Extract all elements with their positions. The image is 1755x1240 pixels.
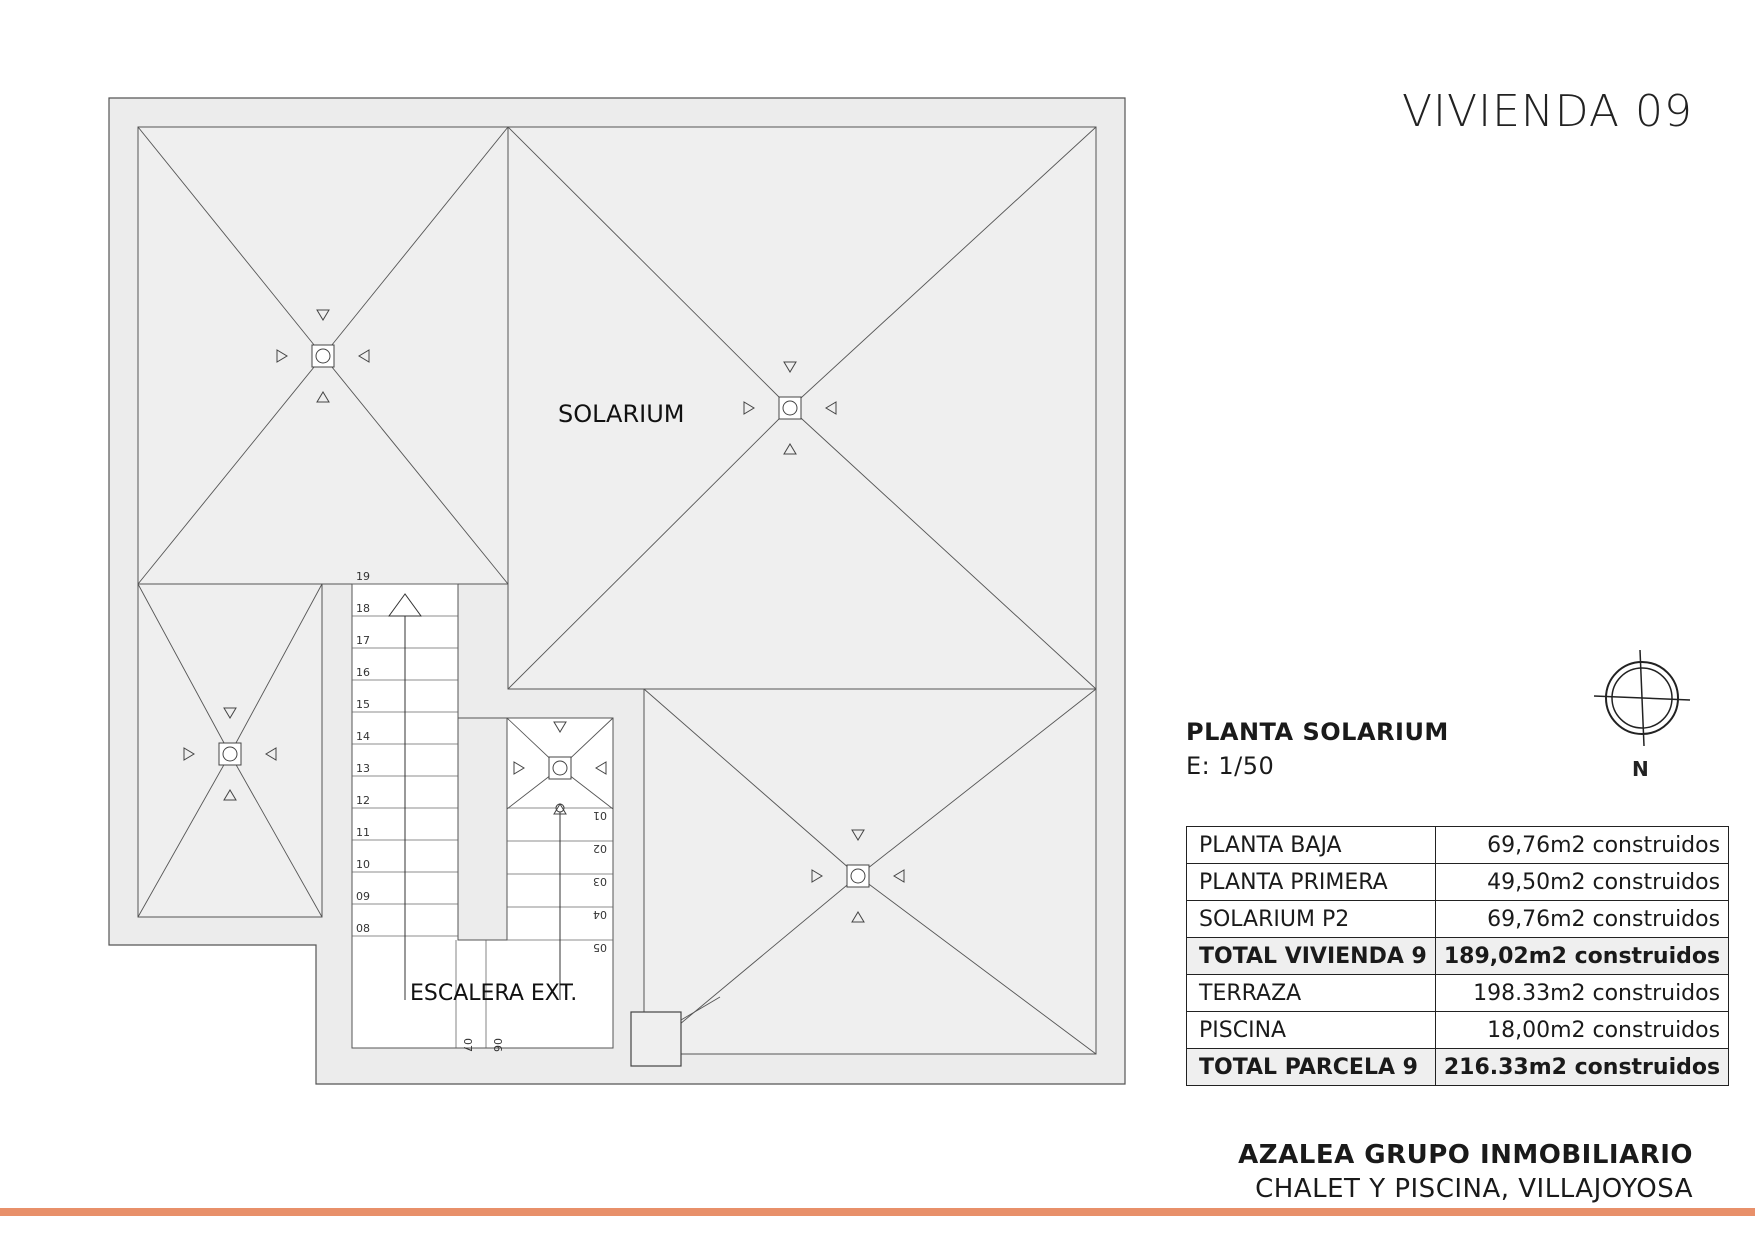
area-label: PLANTA BAJA xyxy=(1187,827,1436,864)
step-number: 08 xyxy=(356,922,370,935)
project-name: CHALET Y PISCINA, VILLAJOYOSA xyxy=(1255,1174,1693,1204)
footer-accent-bar xyxy=(0,1208,1755,1216)
step-number: 17 xyxy=(356,634,370,647)
step-number: 01 xyxy=(593,809,607,822)
area-value: 18,00m2 construidos xyxy=(1435,1012,1728,1049)
area-row xyxy=(1187,938,1729,975)
north-arrow-icon xyxy=(1580,640,1700,780)
area-label: PLANTA PRIMERA xyxy=(1187,864,1436,901)
step-number: 04 xyxy=(593,908,607,921)
area-label: TOTAL PARCELA 9 xyxy=(1187,1049,1436,1086)
step-number: 13 xyxy=(356,762,370,775)
step-number: 05 xyxy=(593,941,607,954)
vent-box xyxy=(631,1012,681,1066)
step-number: 12 xyxy=(356,794,370,807)
area-label: TOTAL VIVIENDA 9 xyxy=(1187,938,1436,975)
step-number: 16 xyxy=(356,666,370,679)
step-number: 06 xyxy=(491,1038,504,1052)
area-row xyxy=(1187,901,1729,938)
company-name: AZALEA GRUPO INMOBILIARIO xyxy=(1238,1140,1693,1170)
area-value: 189,02m2 construidos xyxy=(1435,938,1728,975)
area-label: TERRAZA xyxy=(1187,975,1436,1012)
area-value: 198.33m2 construidos xyxy=(1435,975,1728,1012)
step-number: 18 xyxy=(356,602,370,615)
area-row xyxy=(1187,1012,1729,1049)
step-number: 02 xyxy=(593,842,607,855)
step-number: 11 xyxy=(356,826,370,839)
room-label-solarium: SOLARIUM xyxy=(558,400,685,428)
area-row xyxy=(1187,1049,1729,1086)
step-number: 14 xyxy=(356,730,370,743)
area-value: 49,50m2 construidos xyxy=(1435,864,1728,901)
step-number: 19 xyxy=(356,570,370,583)
area-value: 69,76m2 construidos xyxy=(1435,827,1728,864)
area-label: PISCINA xyxy=(1187,1012,1436,1049)
area-row xyxy=(1187,827,1729,864)
plan-scale: E: 1/50 xyxy=(1186,752,1275,780)
step-number: 03 xyxy=(593,875,607,888)
step-number: 15 xyxy=(356,698,370,711)
plan-name: PLANTA SOLARIUM xyxy=(1186,718,1449,746)
areas-table xyxy=(1186,826,1729,1086)
north-label: N xyxy=(1632,757,1649,780)
area-value: 69,76m2 construidos xyxy=(1435,901,1728,938)
drawing-title: VIVIENDA 09 xyxy=(1401,86,1693,137)
area-label: SOLARIUM P2 xyxy=(1187,901,1436,938)
area-row xyxy=(1187,864,1729,901)
stair-label: ESCALERA EXT. xyxy=(410,981,578,1006)
step-number: 10 xyxy=(356,858,370,871)
area-row xyxy=(1187,975,1729,1012)
step-number: 07 xyxy=(461,1038,474,1052)
area-value: 216.33m2 construidos xyxy=(1435,1049,1728,1086)
step-number: 09 xyxy=(356,890,370,903)
roof-pane-bottom-right xyxy=(644,689,1096,1054)
